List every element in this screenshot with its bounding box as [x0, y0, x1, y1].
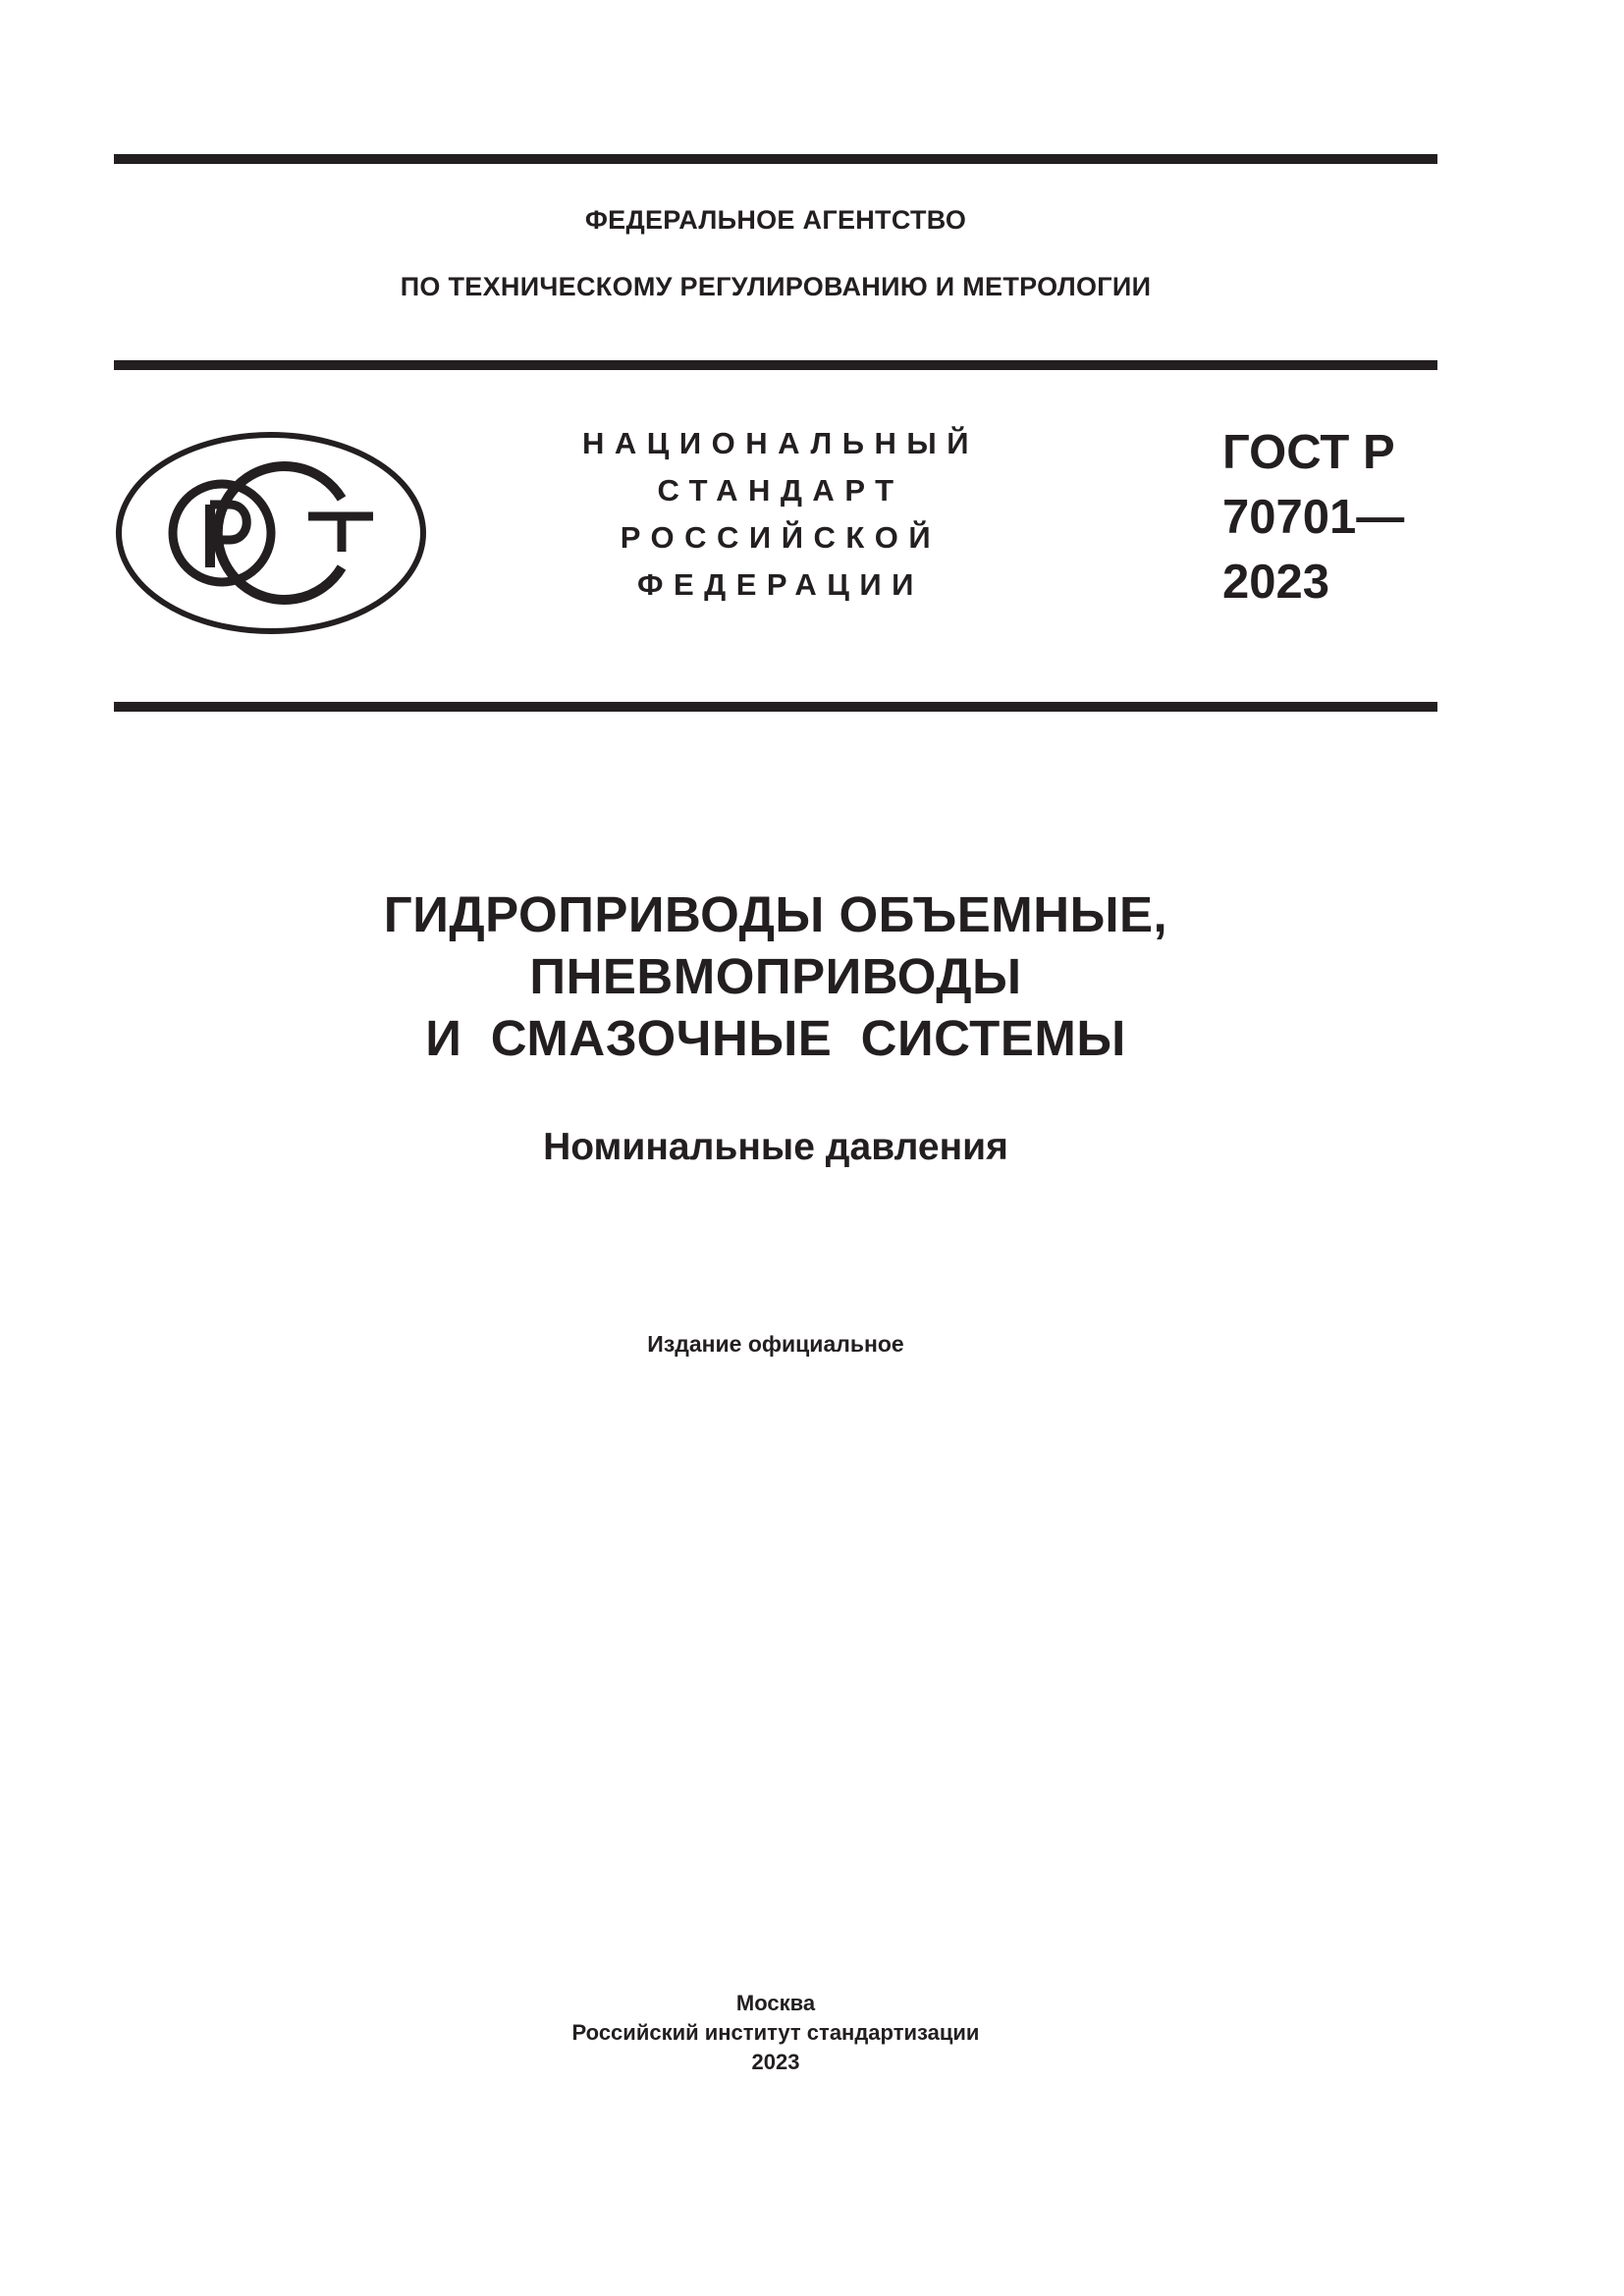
- document-subtitle: Номинальные давления: [543, 1126, 1008, 1168]
- gost-line: 2023: [1222, 556, 1330, 609]
- edition-label: Издание официальное: [647, 1331, 904, 1357]
- rst-certification-mark-icon: [114, 430, 428, 636]
- title-line: ГИДРОПРИВОДЫ ОБЪЕМНЫЕ,: [383, 886, 1168, 942]
- middle-rule: [114, 360, 1437, 370]
- top-rule: [114, 154, 1437, 164]
- title-line: И СМАЗОЧНЫЕ СИСТЕМЫ: [425, 1010, 1126, 1066]
- national-line: СТАНДАРТ: [657, 473, 904, 507]
- gost-line: 70701—: [1222, 491, 1405, 544]
- imprint-publisher: Российский институт стандартизации: [571, 2020, 980, 2045]
- agency-name-line-1: ФЕДЕРАЛЬНОЕ АГЕНТСТВО: [584, 205, 967, 235]
- bottom-rule: [114, 702, 1437, 712]
- national-line: ФЕДЕРАЦИИ: [637, 567, 924, 602]
- imprint: [114, 1989, 1437, 2077]
- imprint-city: Москва: [735, 1991, 816, 2015]
- agency-name-line-2: ПО ТЕХНИЧЕСКОМУ РЕГУЛИРОВАНИЮ И МЕТРОЛОГИИ: [400, 272, 1152, 301]
- gost-line: ГОСТ Р: [1222, 426, 1395, 479]
- national-line: НАЦИОНАЛЬНЫЙ: [581, 426, 980, 460]
- title-line: ПНЕВМОПРИВОДЫ: [529, 948, 1022, 1004]
- document-title: [114, 883, 1437, 1069]
- national-line: РОССИЙСКОЙ: [620, 520, 942, 555]
- imprint-year: 2023: [751, 2050, 800, 2074]
- gost-designation: [1222, 420, 1437, 614]
- national-standard-label: [550, 420, 1011, 609]
